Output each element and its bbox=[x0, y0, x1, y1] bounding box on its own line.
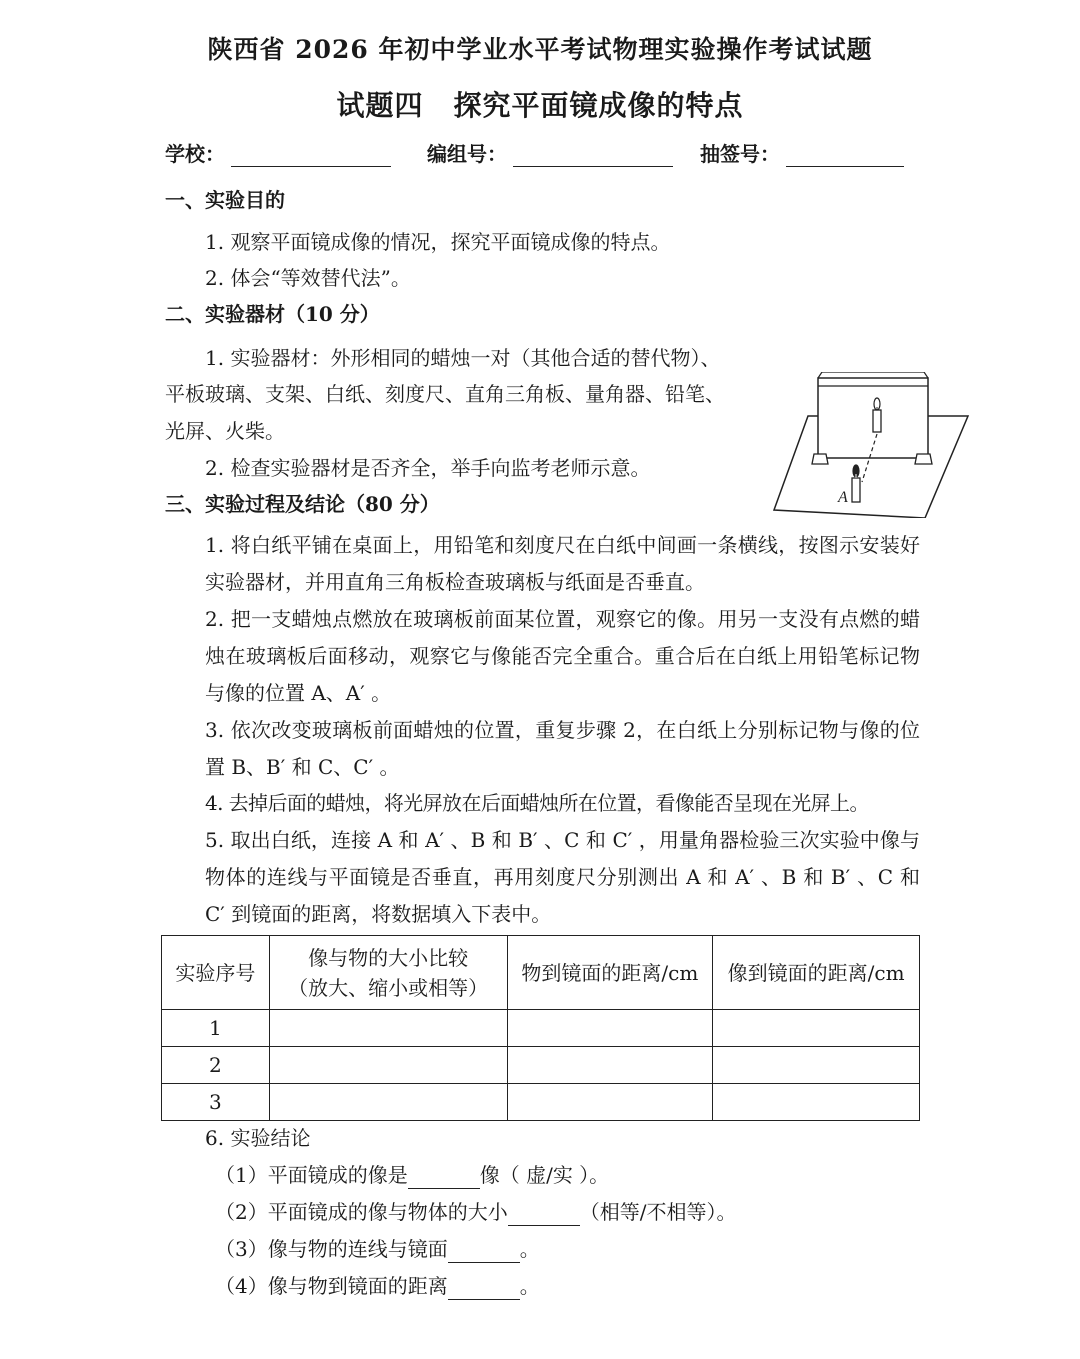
step3-text: 3. 依次改变玻璃板前面蜡烛的位置，重复步骤 2，在白纸上分别标记物与像的位置 B、B′ 和 C、C′ 。 bbox=[205, 718, 920, 779]
section2-item2: 2. 检查实验器材是否齐全，举手向监考老师示意。 bbox=[205, 456, 651, 480]
section1-heading: 一、实验目的 bbox=[165, 188, 285, 212]
row-index: 2 bbox=[162, 1047, 270, 1084]
school-label: 学校： bbox=[165, 142, 225, 166]
step2-paragraph bbox=[165, 601, 920, 712]
lot-label: 抽签号： bbox=[700, 142, 780, 166]
q2-answer-blank[interactable] bbox=[508, 1203, 580, 1226]
step1-text: 1. 将白纸平铺在桌面上，用铅笔和刻度尺在白纸中间画一条横线，按图示安装好实验器材，并用直角三角板检查玻璃板与纸面是否垂直。 bbox=[205, 533, 920, 594]
section1-item-2: 2. 体会“等效替代法”。 bbox=[205, 266, 411, 290]
question-topic: 探究平面镜成像的特点 bbox=[453, 89, 744, 122]
q4-prompt: （4）像与物到镜面的距离 bbox=[215, 1274, 448, 1298]
q1-answer-blank[interactable] bbox=[408, 1166, 480, 1189]
image-distance-cell[interactable] bbox=[713, 1047, 920, 1084]
step4-text: 4. 去掉后面的蜡烛，将光屏放在后面蜡烛所在位置，看像能否呈现在光屏上。 bbox=[205, 791, 869, 815]
size-cell[interactable] bbox=[269, 1084, 507, 1121]
step2-text: 2. 把一支蜡烛点燃放在玻璃板前面某位置，观察它的像。用另一支没有点燃的蜡烛在玻璃板后面移动，观察它与像能否完全重合。重合后在白纸上用铅笔标记物与像的位置 A、A′ 。 bbox=[205, 607, 920, 705]
col-header-index: 实验序号 bbox=[162, 936, 270, 1010]
step5-paragraph bbox=[165, 822, 920, 933]
step5-text: 5. 取出白纸，连接 A 和 A′ 、B 和 B′ 、C 和 C′ ，用量角器检验三次实验中像与物体的连线与平面镜是否垂直，再用刻度尺分别测出 A 和 A′ 、B 和 B′ 、C 和 C′ 到镜面的距离，将数据填入下表中。 bbox=[205, 828, 920, 926]
image-distance-cell[interactable] bbox=[713, 1010, 920, 1047]
q1-prompt: （1）平面镜成的像是 bbox=[215, 1163, 408, 1187]
group-blank[interactable] bbox=[513, 144, 673, 167]
section1-item-1: 1. 观察平面镜成像的情况，探究平面镜成像的特点。 bbox=[205, 230, 671, 254]
conclusion-q1 bbox=[215, 1161, 609, 1189]
size-cell[interactable] bbox=[269, 1010, 507, 1047]
question-number: 试题四 bbox=[336, 89, 424, 122]
q3-answer-blank[interactable] bbox=[448, 1240, 520, 1263]
section3-heading: 三、实验过程及结论（80 分） bbox=[165, 492, 440, 516]
col-header-object-distance: 物到镜面的距离/cm bbox=[507, 936, 713, 1010]
real-candle bbox=[852, 465, 860, 502]
section2-item1-line1: 1. 实验器材：外形相同的蜡烛一对（其他合适的替代物）、 bbox=[205, 346, 721, 370]
school-field bbox=[165, 138, 391, 167]
image-candle bbox=[873, 398, 881, 432]
step3-paragraph bbox=[165, 712, 920, 786]
col-header-size bbox=[269, 936, 507, 1010]
apparatus-figure bbox=[770, 372, 970, 518]
table-header-row bbox=[162, 936, 920, 1010]
image-distance-cell[interactable] bbox=[713, 1084, 920, 1121]
q2-prompt: （2）平面镜成的像与物体的大小 bbox=[215, 1200, 508, 1224]
table-row bbox=[162, 1010, 920, 1047]
q3-prompt: （3）像与物的连线与镜面 bbox=[215, 1237, 448, 1261]
question-title bbox=[0, 84, 1080, 124]
col-header-size-line1: 像与物的大小比较 bbox=[308, 945, 469, 970]
data-table bbox=[161, 935, 920, 1121]
group-field bbox=[427, 138, 673, 167]
col-header-image-distance: 像到镜面的距离/cm bbox=[713, 936, 920, 1010]
q1-suffix: 像（ 虚/实 ）。 bbox=[479, 1163, 610, 1187]
object-distance-cell[interactable] bbox=[507, 1047, 713, 1084]
conclusion-q3 bbox=[215, 1235, 540, 1263]
section2-item1-line3: 光屏、火柴。 bbox=[165, 419, 285, 443]
row-index: 1 bbox=[162, 1010, 270, 1047]
section2-heading: 二、实验器材（10 分） bbox=[165, 302, 380, 326]
lot-blank[interactable] bbox=[786, 144, 904, 167]
object-distance-cell[interactable] bbox=[507, 1010, 713, 1047]
school-blank[interactable] bbox=[231, 144, 391, 167]
candidate-info-row bbox=[165, 138, 925, 172]
col-header-size-line2: （放大、缩小或相等） bbox=[288, 975, 489, 1000]
figure-label-a: A bbox=[838, 489, 848, 506]
conclusion-q4 bbox=[215, 1272, 540, 1300]
step1-paragraph bbox=[165, 527, 920, 601]
exam-title: 陕西省 2026 年初中学业水平考试物理实验操作考试试题 bbox=[207, 35, 873, 64]
group-label: 编组号： bbox=[427, 142, 507, 166]
left-support bbox=[812, 454, 828, 464]
q4-answer-blank[interactable] bbox=[448, 1277, 520, 1300]
row-index: 3 bbox=[162, 1084, 270, 1121]
table-row bbox=[162, 1084, 920, 1121]
right-support bbox=[915, 454, 932, 464]
lot-field bbox=[700, 138, 904, 167]
conclusion-q2 bbox=[215, 1198, 736, 1226]
conclusion-heading: 6. 实验结论 bbox=[205, 1126, 311, 1150]
q3-suffix: 。 bbox=[519, 1237, 540, 1261]
section2-item1-line2: 平板玻璃、支架、白纸、刻度尺、直角三角板、量角器、铅笔、 bbox=[165, 382, 725, 406]
q4-suffix: 。 bbox=[519, 1274, 540, 1298]
step4-paragraph bbox=[165, 785, 920, 822]
q2-suffix: （相等/不相等）。 bbox=[579, 1200, 737, 1224]
object-distance-cell[interactable] bbox=[507, 1084, 713, 1121]
size-cell[interactable] bbox=[269, 1047, 507, 1084]
table-row bbox=[162, 1047, 920, 1084]
